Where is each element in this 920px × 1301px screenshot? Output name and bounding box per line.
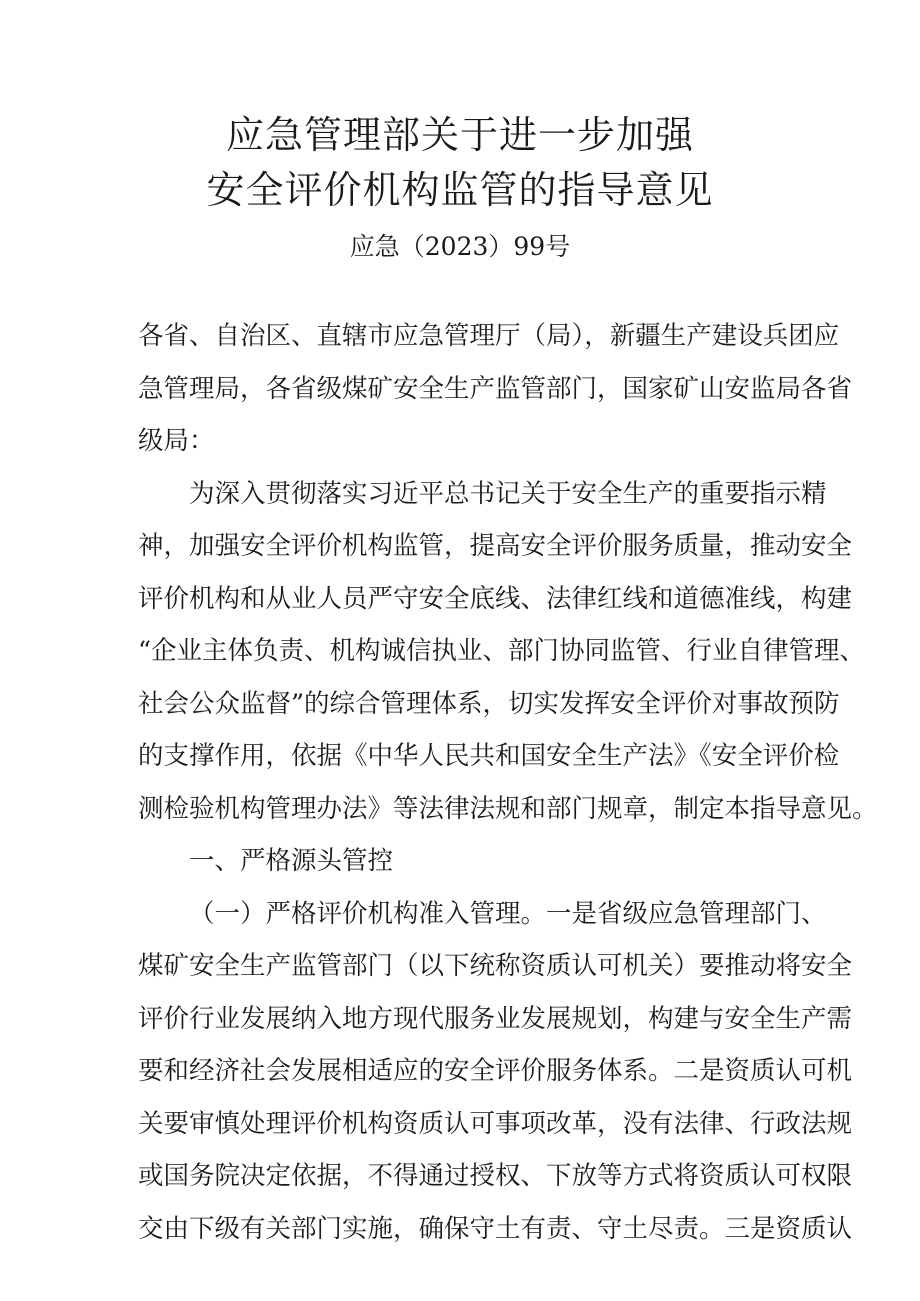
paragraph-line: 社会公众监督”的综合管理体系，切实发挥安全评价对事故预防 bbox=[138, 688, 840, 719]
paragraph-line: 测检验机构管理办法》等法律法规和部门规章，制定本指导意见。 bbox=[138, 793, 878, 824]
paragraph-line: 关要审慎处理评价机构资质认可事项改革，没有法律、行政法规 bbox=[138, 1108, 853, 1139]
salutation-line: 级局： bbox=[138, 426, 215, 456]
paragraph-line: 评价机构和从业人员严守安全底线、法律红线和道德准线，构建 bbox=[138, 583, 853, 614]
salutation-line: 急管理局，各省级煤矿安全生产监管部门，国家矿山安监局各省 bbox=[138, 373, 853, 404]
paragraph-line: 神，加强安全评价机构监管，提高安全评价服务质量，推动安全 bbox=[138, 531, 853, 561]
subsection-paragraph bbox=[138, 888, 853, 1256]
paragraph-line: 评价行业发展纳入地方现代服务业发展规划，构建与安全生产需 bbox=[138, 1003, 853, 1034]
salutation-line: 各省、自治区、直辖市应急管理厅（局），新疆生产建设兵团应 bbox=[138, 321, 840, 351]
paragraph-line: 或国务院决定依据，不得通过授权、下放等方式将资质认可权限 bbox=[138, 1161, 853, 1191]
document-number: 应急（2023）99号 bbox=[349, 232, 571, 261]
paragraph-line: 的支撑作用，依据《中华人民共和国安全生产法》《安全评价检 bbox=[138, 741, 840, 771]
salutation bbox=[138, 310, 853, 468]
paragraph-line: “企业主体负责、机构诚信执业、部门协同监管、行业自律管理、 bbox=[138, 636, 866, 666]
paragraph-line: 为深入贯彻落实习近平总书记关于安全生产的重要指示精 bbox=[189, 478, 827, 509]
paragraph-line: 要和经济社会发展相适应的安全评价服务体系。二是资质认可机 bbox=[138, 1056, 853, 1086]
document-title-line-2: 安全评价机构监管的指导意见 bbox=[206, 168, 714, 212]
paragraph-line: 交由下级有关部门实施，确保守土有责、守土尽责。三是资质认 bbox=[138, 1213, 853, 1244]
document-body bbox=[138, 310, 878, 1255]
section-heading: 一、严格源头管控 bbox=[189, 846, 394, 876]
intro-paragraph bbox=[138, 468, 878, 836]
paragraph-line: （一）严格评价机构准入管理。一是省级应急管理部门、 bbox=[189, 898, 827, 929]
paragraph-line: 煤矿安全生产监管部门（以下统称资质认可机关）要推动将安全 bbox=[138, 951, 853, 981]
document-title-line-1: 应急管理部关于进一步加强 bbox=[225, 113, 694, 157]
